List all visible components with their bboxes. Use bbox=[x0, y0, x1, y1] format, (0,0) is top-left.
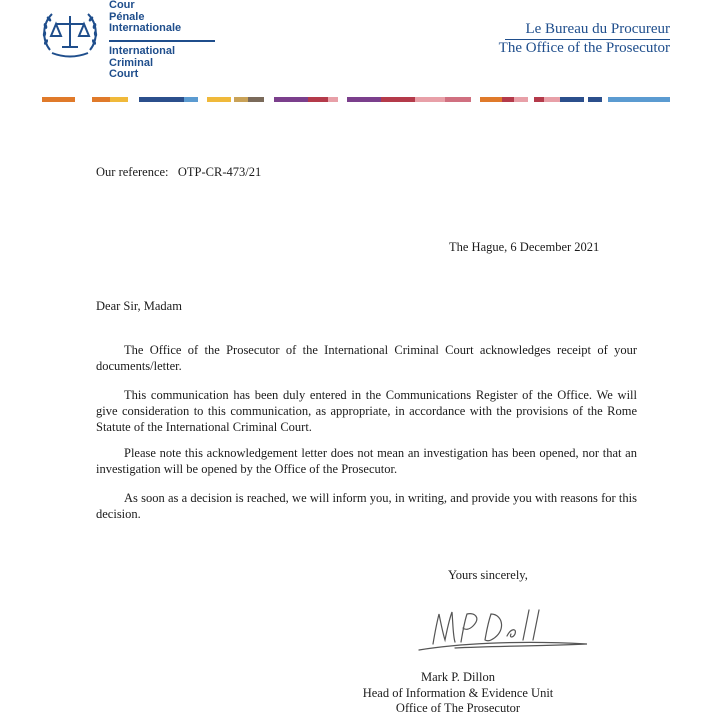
letter-date: The Hague, 6 December 2021 bbox=[449, 240, 600, 254]
logo-en-line: International bbox=[109, 45, 176, 57]
icc-emblem-icon bbox=[40, 6, 100, 62]
signer-title: Head of Information & Evidence Unit bbox=[362, 685, 554, 700]
logo-fr-line: Cour bbox=[109, 0, 135, 11]
closing: Yours sincerely, bbox=[448, 568, 528, 582]
logo-english-name bbox=[109, 46, 175, 81]
office-heading-divider bbox=[505, 39, 670, 40]
body-paragraph: The Office of the Prosecutor of the International Criminal Court acknowledges receipt of your documents/letter. bbox=[96, 343, 637, 373]
body-paragraph: Please note this acknowledgement letter does not mean an investigation has been opened, nor that an investigation will be opened by the Office of the Prosecutor. bbox=[96, 446, 637, 476]
handwritten-signature bbox=[415, 604, 595, 654]
logo-fr-line: Internationale bbox=[109, 22, 182, 34]
logo-french-name bbox=[109, 0, 181, 35]
office-name-english: The Office of the Prosecutor bbox=[498, 40, 670, 56]
body-paragraph: This communication has been duly entered in the Communications Register of the Office. We will give consideration to this communication, as appropriate, in accordance with the provisions of the Rome Statute of the International Criminal Court. bbox=[96, 388, 637, 434]
salutation: Dear Sir, Madam bbox=[96, 299, 182, 313]
logo-fr-line: Pénale bbox=[109, 10, 145, 23]
our-reference: Our reference: OTP-CR-473/21 bbox=[96, 165, 262, 179]
signature-block bbox=[300, 670, 616, 717]
signer-name: Mark P. Dillon bbox=[421, 670, 495, 684]
logo-en-line: Court bbox=[109, 68, 139, 80]
color-stripe-divider bbox=[42, 97, 670, 102]
office-name-french: Le Bureau du Procureur bbox=[525, 21, 670, 37]
body-paragraph: As soon as a decision is reached, we will inform you, in writing, and provide you with reasons for this decision. bbox=[96, 491, 637, 521]
logo-divider bbox=[109, 40, 215, 42]
signer-office: Office of The Prosecutor bbox=[395, 701, 521, 715]
logo-en-line: Criminal bbox=[109, 56, 154, 69]
